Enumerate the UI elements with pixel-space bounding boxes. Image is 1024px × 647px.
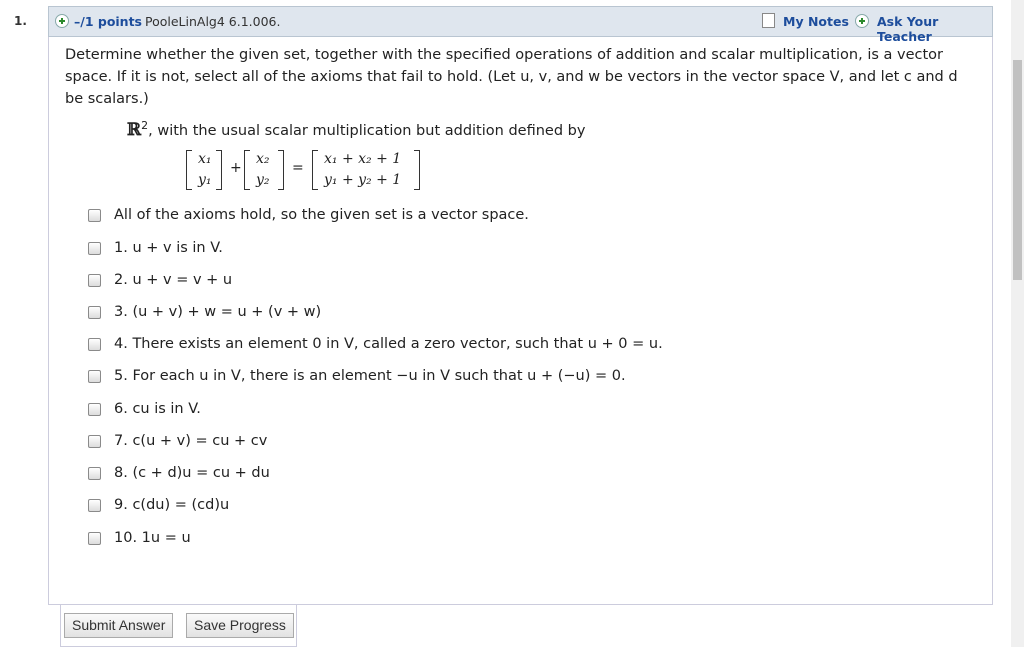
scrollbar-thumb[interactable] xyxy=(1013,60,1022,280)
save-progress-button[interactable]: Save Progress xyxy=(186,613,294,638)
option-label: 8. (c + d)u = cu + du xyxy=(114,465,270,481)
checkbox[interactable] xyxy=(88,274,101,287)
matrix-b-bottom: y₂ xyxy=(256,172,270,188)
checkbox[interactable] xyxy=(88,370,101,383)
option-label: 4. There exists an element 0 in V, called a zero vector, such that u + 0 = u. xyxy=(114,336,663,352)
checkbox[interactable] xyxy=(88,306,101,319)
option-label: All of the axioms hold, so the given set is a vector space. xyxy=(114,207,529,223)
option-label: 7. c(u + v) = cu + cv xyxy=(114,433,268,449)
equals-sign: = xyxy=(292,160,304,176)
matrix-result-bottom: y₁ + y₂ + 1 xyxy=(324,172,402,188)
option-label: 1. u + v is in V. xyxy=(114,240,223,256)
checkbox[interactable] xyxy=(88,532,101,545)
question-prompt: Determine whether the given set, together with the specified operations of addition and scalar multiplication, is a vector space. If it is not, select all of the axioms that fail to hold. (Let u, v, and w be vectors in the vector space V, and let c and d be scalars.) xyxy=(65,47,958,107)
addition-definition xyxy=(186,150,426,192)
set-exponent: 2 xyxy=(141,119,149,132)
checkbox[interactable] xyxy=(88,467,101,480)
question-number: 1. xyxy=(14,14,27,28)
matrix-result-top: x₁ + x₂ + 1 xyxy=(324,151,402,167)
submit-answer-button[interactable]: Submit Answer xyxy=(64,613,173,638)
real-numbers-symbol: ℝ xyxy=(127,119,142,140)
ask-teacher-plus-icon[interactable] xyxy=(855,14,869,28)
vertical-scrollbar[interactable] xyxy=(1011,0,1024,647)
notes-icon[interactable] xyxy=(762,13,775,28)
checkbox[interactable] xyxy=(88,403,101,416)
matrix-a-top: x₁ xyxy=(198,151,212,167)
ask-teacher-link[interactable]: Ask Your Teacher xyxy=(877,14,939,44)
checkbox[interactable] xyxy=(88,499,101,512)
plus-sign: + xyxy=(230,160,242,176)
matrix-b-top: x₂ xyxy=(256,151,270,167)
checkbox[interactable] xyxy=(88,338,101,351)
option-label: 2. u + v = v + u xyxy=(114,272,233,288)
matrix-a-bottom: y₁ xyxy=(198,172,212,188)
checkbox[interactable] xyxy=(88,435,101,448)
points-label: –/1 points xyxy=(74,14,142,29)
option-label: 5. For each u in V, there is an element −u in V such that u + (−u) = 0. xyxy=(114,368,626,384)
set-definition xyxy=(127,119,585,140)
checkbox[interactable] xyxy=(88,242,101,255)
question-id: PooleLinAlg4 6.1.006. xyxy=(145,14,281,29)
checkbox[interactable] xyxy=(88,209,101,222)
question-header xyxy=(48,6,993,44)
set-description: , with the usual scalar multiplication but addition defined by xyxy=(148,122,586,139)
option-label: 9. c(du) = (cd)u xyxy=(114,497,230,513)
option-label: 3. (u + v) + w = u + (v + w) xyxy=(114,304,322,320)
expand-plus-icon[interactable] xyxy=(55,14,69,28)
my-notes-link[interactable]: My Notes xyxy=(783,14,849,29)
option-label: 10. 1u = u xyxy=(114,530,191,546)
option-label: 6. cu is in V. xyxy=(114,401,201,417)
